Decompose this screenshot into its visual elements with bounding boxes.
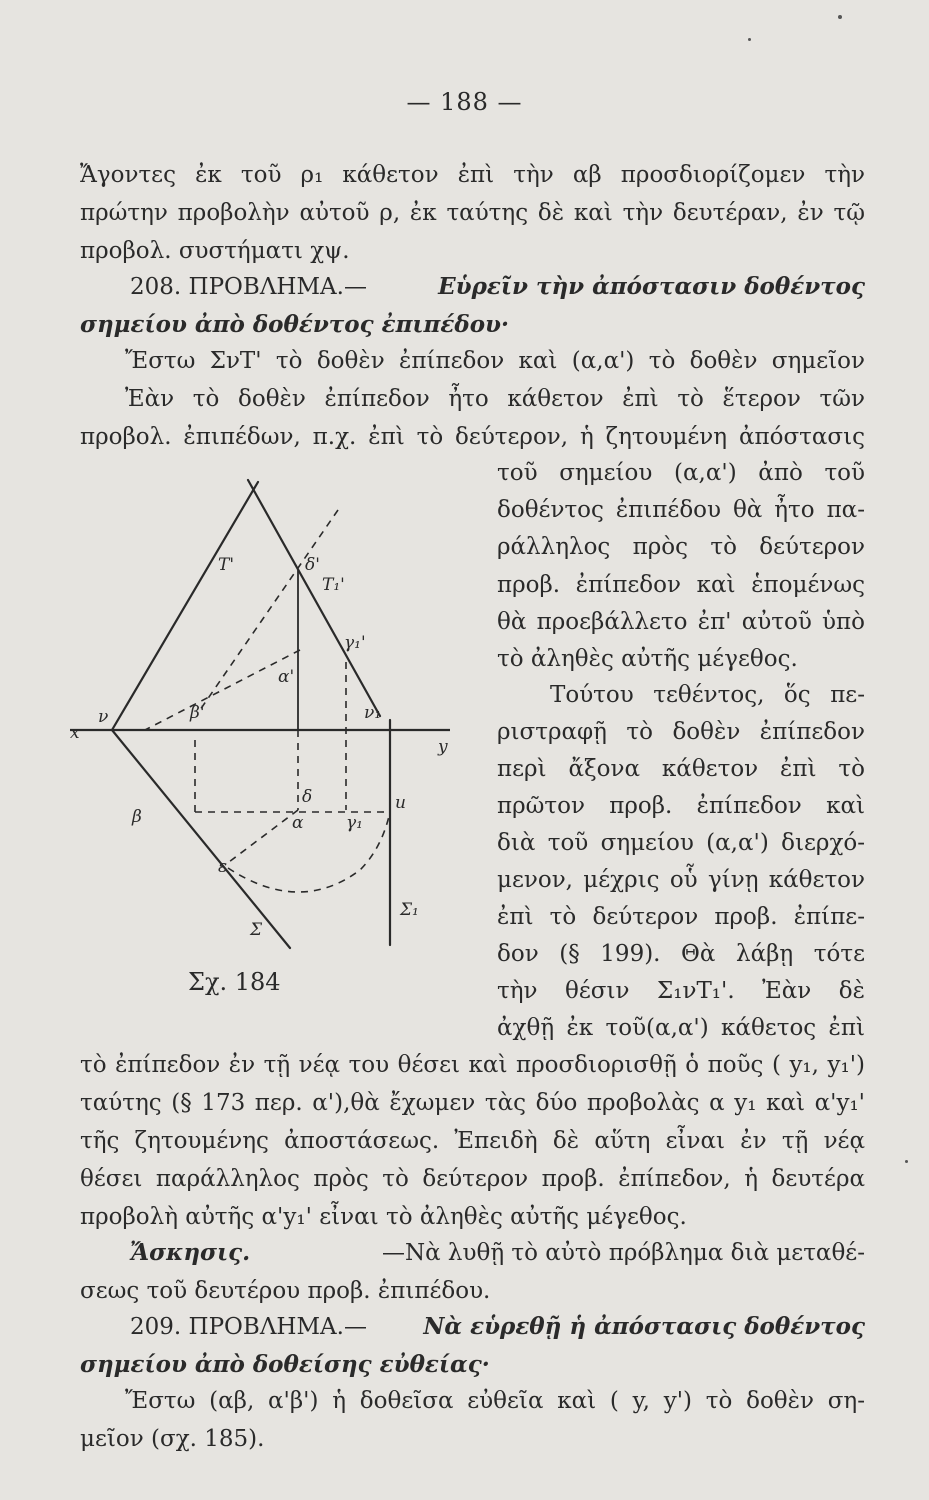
label-u: u [395,793,406,813]
label-sigma: Σ [250,920,263,940]
problem-209-title-cont: σημείου ἀπὸ δοθείσης εὐθείας· [80,1351,490,1378]
side-text-line: διὰ τοῦ σημείου (α,α') διερχό- [497,830,865,856]
rotation-arc [228,812,390,892]
text-line: σεως τοῦ δευτέρου προβ. ἐπιπέδου. [80,1278,491,1304]
side-text-line: τὴν θέσιν Σ₁νΤ₁'. Ἐὰν δὲ [497,978,865,1004]
label-alpha: α [292,813,304,833]
text-line: πρώτην προβολὴν αὐτοῦ ρ, ἐκ ταύτης δὲ καὶ τὴν δευτέραν, ἐν τῷ [80,200,865,226]
label-nu: ν [98,707,109,727]
exercise [130,1238,865,1268]
text-line: Ἔστω ΣνΤ' τὸ δοθὲν ἐπίπεδον καὶ (α,α') τὸ δοθὲν σημεῖον [125,348,865,374]
problem-209-title: Νὰ εὑρεθῇ ἡ ἀπόστασις δοθέντος [423,1313,865,1340]
problem-208-title-cont: σημείου ἀπὸ δοθέντος ἐπιπέδου· [80,311,510,338]
text-line: Ἔστω (αβ, α'β') ἡ δοθεῖσα εὐθεῖα καὶ ( y, y') τὸ δοθὲν ση- [125,1388,865,1414]
text-line: μεῖον (σχ. 185). [80,1426,265,1452]
label-delta-prime: δ' [305,555,320,575]
text-line: προβολ. συστήματι χψ. [80,238,350,264]
side-text-line: περὶ ἄξονα κάθετον ἐπὶ τὸ [497,756,865,782]
dashed-line [225,810,298,865]
label-t1-prime: T₁' [322,575,345,595]
side-text-line: ριστραφῇ τὸ δοθὲν ἐπίπεδον [497,719,865,745]
text-line: προβολ. ἐπιπέδων, π.χ. ἐπὶ τὸ δεύτερον, ἡ ζητουμένη ἀπόστασις [80,424,865,450]
label-beta-prime: β' [190,703,205,723]
paper-speck [905,1160,908,1163]
side-text-line: ἐπὶ τὸ δεύτερον προβ. ἐπίπε- [497,904,865,930]
dashed-line [145,650,300,730]
side-text-line: μενον, μέχρις οὗ γίνῃ κάθετον [497,867,865,893]
label-alpha-prime: α' [278,667,295,687]
label-nu1: ν₁ [364,703,382,723]
label-gamma1: γ₁ [346,813,363,833]
label-gamma1-prime: γ₁' [344,633,366,653]
text-line: ταύτης (§ 173 περ. α'),θὰ ἔχωμεν τὰς δύο προβολὰς α y₁ καὶ α'y₁' [80,1090,865,1116]
trace-t-prime [112,482,258,730]
problem-208-heading [130,272,865,302]
trace-t1-prime [248,480,380,716]
side-text-line: ἀχθῇ ἐκ τοῦ(α,α') κάθετος ἐπὶ [497,1015,865,1041]
label-epsilon: ε [218,857,228,877]
label-delta: δ [302,787,313,807]
label-x: x [70,723,80,743]
side-text-line: προβ. ἐπίπεδον καὶ ἑπομένως [497,572,865,598]
text-line: θέσει παράλληλος πρὸς τὸ δεύτερον προβ. ἐπίπεδον, ἡ δευτέρα [80,1166,865,1192]
problem-208-number: 208. ΠΡΟΒΛΗΜΑ.— [130,274,367,300]
exercise-label: Ἄσκησις. [130,1239,251,1266]
text-line: Ἐὰν τὸ δοθὲν ἐπίπεδον ἦτο κάθετον ἐπὶ τὸ ἕτερον τῶν [125,386,865,412]
figure-caption: Σχ. 184 [188,968,281,996]
side-text-line: τὸ ἀληθὲς αὐτῆς μέγεθος. [497,646,798,672]
dashed-line [200,510,338,710]
page-number: — 188 — [406,88,523,116]
label-y: y [438,737,448,757]
text-line: τὸ ἐπίπεδον ἐν τῇ νέᾳ του θέσει καὶ προσδιορισθῇ ὁ ποῦς ( y₁, y₁') [80,1052,865,1078]
side-text-line: πρῶτον προβ. ἐπίπεδον καὶ [497,793,865,819]
exercise-text: —Νὰ λυθῇ τὸ αὐτὸ πρόβλημα διὰ μεταθέ- [381,1240,865,1266]
figure-184 [70,470,450,965]
text-line: προβολὴ αὐτῆς α'y₁' εἶναι τὸ ἀληθὲς αὐτῆς μέγεθος. [80,1204,687,1230]
label-beta: β [132,807,142,827]
label-sigma1: Σ₁ [400,900,419,920]
paper-speck [748,38,751,41]
problem-209-heading [130,1312,865,1342]
trace-sigma [112,730,290,948]
side-text-line: ράλληλος πρὸς τὸ δεύτερον [497,534,865,560]
side-text-line: δοθέντος ἐπιπέδου θὰ ἦτο πα- [497,497,865,523]
text-line: Ἄγοντες ἐκ τοῦ ρ₁ κάθετον ἐπὶ τὴν αβ προσδιορίζομεν τὴν [80,162,865,188]
side-text-line: θὰ προεβάλλετο ἐπ' αὐτοῦ ὑπὸ [497,609,865,635]
problem-209-number: 209. ΠΡΟΒΛΗΜΑ.— [130,1314,367,1340]
label-t-prime: T' [218,555,235,575]
problem-208-title: Εὑρεῖν τὴν ἀπόστασιν δοθέντος [438,273,865,300]
side-text-line: τοῦ σημείου (α,α') ἀπὸ τοῦ [497,460,865,486]
side-text-line: δον (§ 199). Θὰ λάβῃ τότε [497,941,865,967]
paper-speck [838,15,842,19]
side-text-line: Τούτου τεθέντος, ὅς πε- [550,682,865,708]
text-line: τῆς ζητουμένης ἀποστάσεως. Ἐπειδὴ δὲ αὕτη εἶναι ἐν τῇ νέᾳ [80,1128,865,1154]
